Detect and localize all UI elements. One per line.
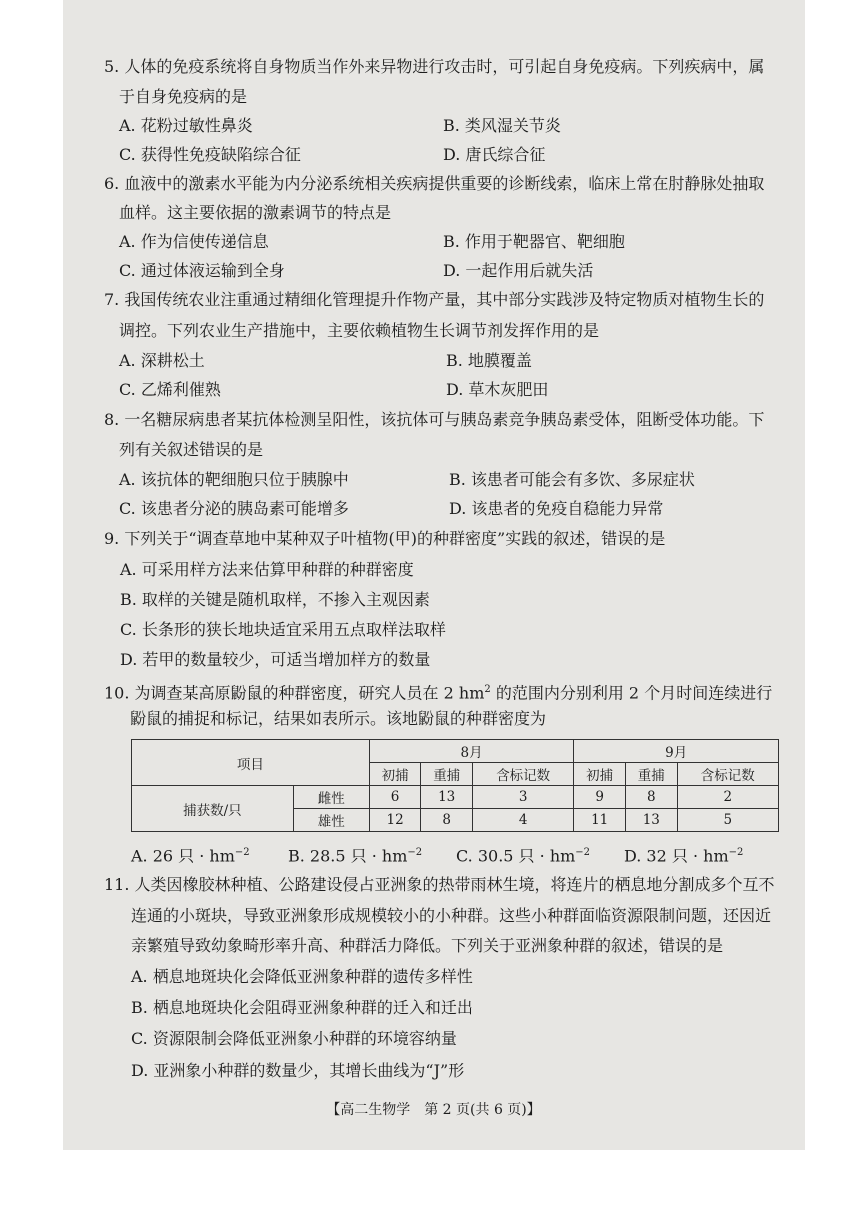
- q8-stem-line2: 列有关叙述错误的是: [119, 440, 264, 459]
- page-footer: 【高二生物学 第 2 页(共 6 页)】: [326, 1102, 541, 1118]
- q10-option-c: [456, 843, 590, 866]
- table-subheader: 含标记数: [677, 763, 778, 786]
- q7-option-b: B. 地膜覆盖: [446, 351, 532, 370]
- q5-stem-line2: 于自身免疫病的是: [119, 87, 248, 106]
- q6-stem-line2: 血样。这主要依据的激素调节的特点是: [119, 203, 392, 222]
- table-subheader: 重捕: [625, 763, 677, 786]
- table-cell: 13: [421, 786, 473, 809]
- q6-stem-line1: 6. 血液中的激素水平能为内分泌系统相关疾病提供重要的诊断线索，临床上常在肘静脉处抽取: [104, 174, 765, 193]
- q6-option-b: B. 作用于靶器官、靶细胞: [443, 232, 625, 251]
- q10-stem-line1: [104, 680, 772, 703]
- q10-option-a-text: A. 26 只 · hm: [131, 846, 235, 866]
- q10-option-b: [288, 843, 422, 866]
- q7-stem-line1: 7. 我国传统农业注重通过精细化管理提升作物产量，其中部分实践涉及特定物质对植物生长的: [104, 290, 765, 309]
- q9-stem-line1: 9. 下列关于“调查草地中某种双子叶植物(甲)的种群密度”实践的叙述，错误的是: [104, 529, 666, 548]
- q5-stem-line1: 5. 人体的免疫系统将自身物质当作外来异物进行攻击时，可引起自身免疫病。下列疾病中，属: [104, 57, 765, 76]
- q7-option-a: A. 深耕松土: [119, 351, 205, 370]
- q8-option-c: C. 该患者分泌的胰岛素可能增多: [119, 499, 349, 518]
- q10-option-b-sup: −2: [407, 847, 423, 858]
- table-month-8: 8月: [369, 740, 574, 763]
- q11-option-b: B. 栖息地斑块化会阻碍亚洲象种群的迁入和迁出: [131, 998, 473, 1017]
- q10-option-a: [131, 843, 250, 866]
- q10-option-b-text: B. 28.5 只 · hm: [288, 846, 408, 866]
- table-cell: 9: [574, 786, 626, 809]
- q10-option-d-text: D. 32 只 · hm: [624, 846, 729, 866]
- q8-option-d: D. 该患者的免疫自稳能力异常: [449, 499, 664, 518]
- table-cell: 4: [473, 809, 574, 832]
- q10-option-c-sup: −2: [575, 847, 591, 858]
- table-cell: 3: [473, 786, 574, 809]
- table-cell: 2: [677, 786, 778, 809]
- q9-option-d: D. 若甲的数量较少，可适当增加样方的数量: [120, 650, 431, 669]
- q8-option-a: A. 该抗体的靶细胞只位于胰腺中: [119, 470, 349, 489]
- table-cell: 13: [625, 809, 677, 832]
- q11-option-c: C. 资源限制会降低亚洲象小种群的环境容纳量: [131, 1029, 457, 1048]
- q7-stem-line2: 调控。下列农业生产措施中，主要依赖植物生长调节剂发挥作用的是: [119, 321, 600, 340]
- q9-option-a: A. 可采用样方法来估算甲种群的种群密度: [120, 560, 414, 579]
- q10-option-d: [624, 843, 743, 866]
- table-subheader: 初捕: [574, 763, 626, 786]
- table-subheader: 重捕: [421, 763, 473, 786]
- table-cell: 8: [625, 786, 677, 809]
- q10-data-table: [131, 739, 779, 832]
- table-month-9: 9月: [574, 740, 779, 763]
- q9-option-c: C. 长条形的狭长地块适宜采用五点取样法取样: [120, 620, 446, 639]
- q10-stem-part2: 的范围内分别利用 2 个月时间连续进行: [490, 683, 773, 703]
- q7-option-d: D. 草木灰肥田: [446, 380, 549, 399]
- q11-stem-line3: 亲繁殖导致幼象畸形率升高、种群活力降低。下列关于亚洲象种群的叙述，错误的是: [131, 936, 724, 955]
- table-cell: 11: [574, 809, 626, 832]
- table-subheader: 初捕: [369, 763, 421, 786]
- q5-option-b: B. 类风湿关节炎: [443, 116, 561, 135]
- q5-option-d: D. 唐氏综合征: [443, 145, 546, 164]
- q10-option-c-text: C. 30.5 只 · hm: [456, 846, 576, 866]
- q11-option-a: A. 栖息地斑块化会降低亚洲象种群的遗传多样性: [131, 967, 473, 986]
- q5-option-a: A. 花粉过敏性鼻炎: [119, 116, 253, 135]
- q5-option-c: C. 获得性免疫缺陷综合征: [119, 145, 301, 164]
- q11-stem-line2: 连通的小斑块，导致亚洲象形成规模较小的小种群。这些小种群面临资源限制问题，还因近: [131, 906, 772, 925]
- table-row-label: 雌性: [293, 786, 369, 809]
- table-item-header: 项目: [132, 740, 370, 786]
- q11-option-d: D. 亚洲象小种群的数量少，其增长曲线为“J”形: [131, 1061, 465, 1080]
- q11-stem-line1: 11. 人类因橡胶林种植、公路建设侵占亚洲象的热带雨林生境，将连片的栖息地分割成多个互不: [104, 875, 775, 894]
- q7-option-c: C. 乙烯利催熟: [119, 380, 221, 399]
- q10-option-d-sup: −2: [728, 847, 744, 858]
- q6-option-a: A. 作为信使传递信息: [119, 232, 269, 251]
- table-cell: 6: [369, 786, 421, 809]
- table-cell: 5: [677, 809, 778, 832]
- q10-stem-sup: 2: [484, 684, 491, 695]
- table-cell: 8: [421, 809, 473, 832]
- q10-stem-part1: 10. 为调查某高原鼢鼠的种群密度，研究人员在 2 hm: [104, 683, 485, 703]
- q8-option-b: B. 该患者可能会有多饮、多尿症状: [449, 470, 695, 489]
- q6-option-d: D. 一起作用后就失活: [443, 261, 594, 280]
- table-row-label: 雄性: [293, 809, 369, 832]
- q9-option-b: B. 取样的关键是随机取样，不掺入主观因素: [120, 590, 430, 609]
- q8-stem-line1: 8. 一名糖尿病患者某抗体检测呈阳性，该抗体可与胰岛素竞争胰岛素受体，阻断受体功能。下: [104, 410, 765, 429]
- q10-stem-line2: 鼢鼠的捕捉和标记，结果如表所示。该地鼢鼠的种群密度为: [130, 709, 547, 728]
- q6-option-c: C. 通过体液运输到全身: [119, 261, 285, 280]
- table-cell: 12: [369, 809, 421, 832]
- table-row-group-label: 捕获数/只: [132, 786, 294, 832]
- table-subheader: 含标记数: [473, 763, 574, 786]
- q10-option-a-sup: −2: [234, 847, 250, 858]
